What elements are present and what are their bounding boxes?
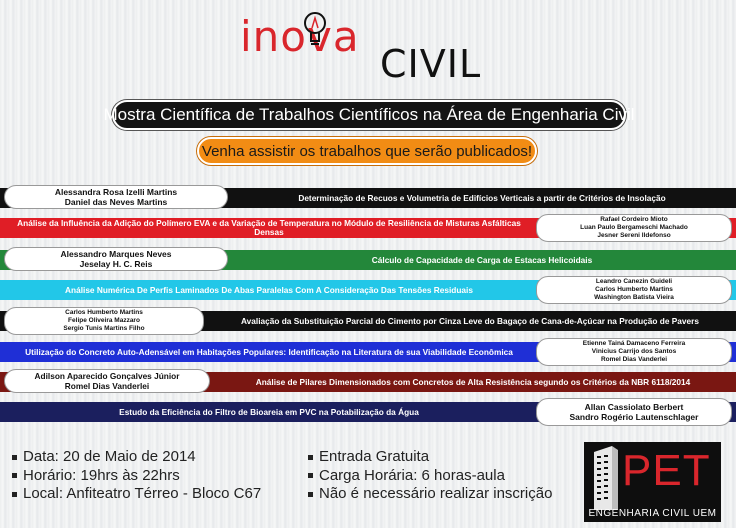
paper-row xyxy=(0,307,736,333)
paper-authors xyxy=(536,398,732,426)
event-date: Data: 20 de Maio de 2014 xyxy=(23,448,196,465)
event-time: Horário: 19hrs às 22hrs xyxy=(23,466,180,484)
author-name: Adilson Aparecido Gonçalves Júnior xyxy=(34,371,180,381)
author-name: Daniel das Neves Martins xyxy=(64,197,168,207)
event-info-left xyxy=(12,448,261,504)
author-name: Felipe Oliveira Mazzaro xyxy=(68,317,140,324)
bullet-icon xyxy=(12,473,17,478)
event-registration: Não é necessário realizar inscrição xyxy=(319,485,553,502)
building-icon xyxy=(588,446,620,510)
cta-banner: Venha assistir os trabalhos que serão publicados! xyxy=(197,137,537,165)
bullet-icon xyxy=(308,492,313,497)
paper-authors xyxy=(4,247,228,271)
paper-row xyxy=(0,368,736,394)
paper-title: Análise de Pilares Dimensionados com Concretos de Alta Resistência segundo os Critérios da NBR 6118/2014 xyxy=(255,376,691,387)
inova-civil-logo xyxy=(240,6,500,86)
author-name: Alessandro Marques Neves xyxy=(60,249,172,259)
lightbulb-icon xyxy=(302,8,328,52)
author-name: Luan Paulo Bergameschi Machado xyxy=(580,224,688,231)
logo-civil-text: CIVIL xyxy=(380,42,482,86)
author-name: Sergio Tunis Martins Filho xyxy=(63,325,145,332)
bullet-icon xyxy=(12,455,17,460)
paper-title: Análise Numérica De Perfis Laminados De Abas Paralelas Com A Consideração Das Tensões Residuais xyxy=(65,284,473,295)
pet-logo xyxy=(584,442,721,522)
paper-title: Avaliação da Substituição Parcial do Cimento por Cinza Leve do Bagaço de Cana-de-Açúcar na Produção de Pavers xyxy=(241,315,699,326)
bullet-icon xyxy=(308,473,313,478)
author-name: Carlos Humberto Martins xyxy=(65,309,143,316)
author-name: Rafael Cordeiro Mioto xyxy=(600,216,668,223)
author-name: Carlos Humberto Martins xyxy=(595,286,673,293)
event-info-right xyxy=(308,448,552,504)
paper-authors xyxy=(536,276,732,304)
event-title: Mostra Científica de Trabalhos Científicos na Área de Engenharia Civil xyxy=(112,100,626,130)
paper-title: Análise da Influência da Adição do Polímero EVA e da Variação de Temperatura no Módulo de Resiliência de Misturas Asfálticas Densas xyxy=(17,218,521,237)
paper-row xyxy=(0,398,736,424)
author-name: Leandro Canezin Guideli xyxy=(595,278,673,285)
paper-authors xyxy=(4,369,210,393)
logo-inova-text: inova xyxy=(240,12,360,61)
pet-logo-subtitle: ENGENHARIA CIVIL UEM xyxy=(588,508,717,519)
paper-title: Estudo da Eficiência do Filtro de Bioareia em PVC na Potabilização da Água xyxy=(119,406,419,417)
paper-authors xyxy=(4,307,204,335)
author-name: Washington Batista Vieira xyxy=(594,294,674,301)
paper-row xyxy=(0,338,736,364)
author-name: Romel Dias Vanderlei xyxy=(64,381,150,391)
author-name: Sandro Rogério Lautenschlager xyxy=(569,412,699,422)
event-workload: Carga Horária: 6 horas-aula xyxy=(319,466,505,484)
author-name: Jesner Sereni Ildefonso xyxy=(597,232,671,239)
paper-title: Cálculo de Capacidade de Carga de Estacas Helicoidais xyxy=(371,254,593,265)
paper-title: Determinação de Recuos e Volumetria de Edifícios Verticais a partir de Critérios de Insolação xyxy=(298,192,666,203)
author-name: Allan Cassiolato Berbert xyxy=(584,402,684,412)
author-name: Etienne Tainá Damaceno Ferreira xyxy=(582,340,686,347)
paper-row xyxy=(0,184,736,210)
event-location: Local: Anfiteatro Térreo - Bloco C67 xyxy=(23,485,262,502)
paper-authors xyxy=(536,338,732,366)
bullet-icon xyxy=(308,455,313,460)
author-name: Jeselay H. C. Reis xyxy=(79,259,153,269)
pet-logo-word: PET xyxy=(622,446,711,495)
paper-title: Utilização do Concreto Auto-Adensável em Habitações Populares: Identificação na Literatura de sua Viabilidade Econômica xyxy=(25,346,513,357)
event-admission: Entrada Gratuita xyxy=(319,448,430,465)
paper-row xyxy=(0,214,736,240)
paper-row xyxy=(0,276,736,302)
bullet-icon xyxy=(12,492,17,497)
author-name: Alessandra Rosa Izelli Martins xyxy=(54,187,178,197)
author-name: Vinicius Carrijo dos Santos xyxy=(591,348,677,355)
author-name: Romel Dias Vanderlei xyxy=(600,356,668,363)
paper-authors xyxy=(536,214,732,242)
paper-authors xyxy=(4,185,228,209)
paper-row xyxy=(0,246,736,272)
